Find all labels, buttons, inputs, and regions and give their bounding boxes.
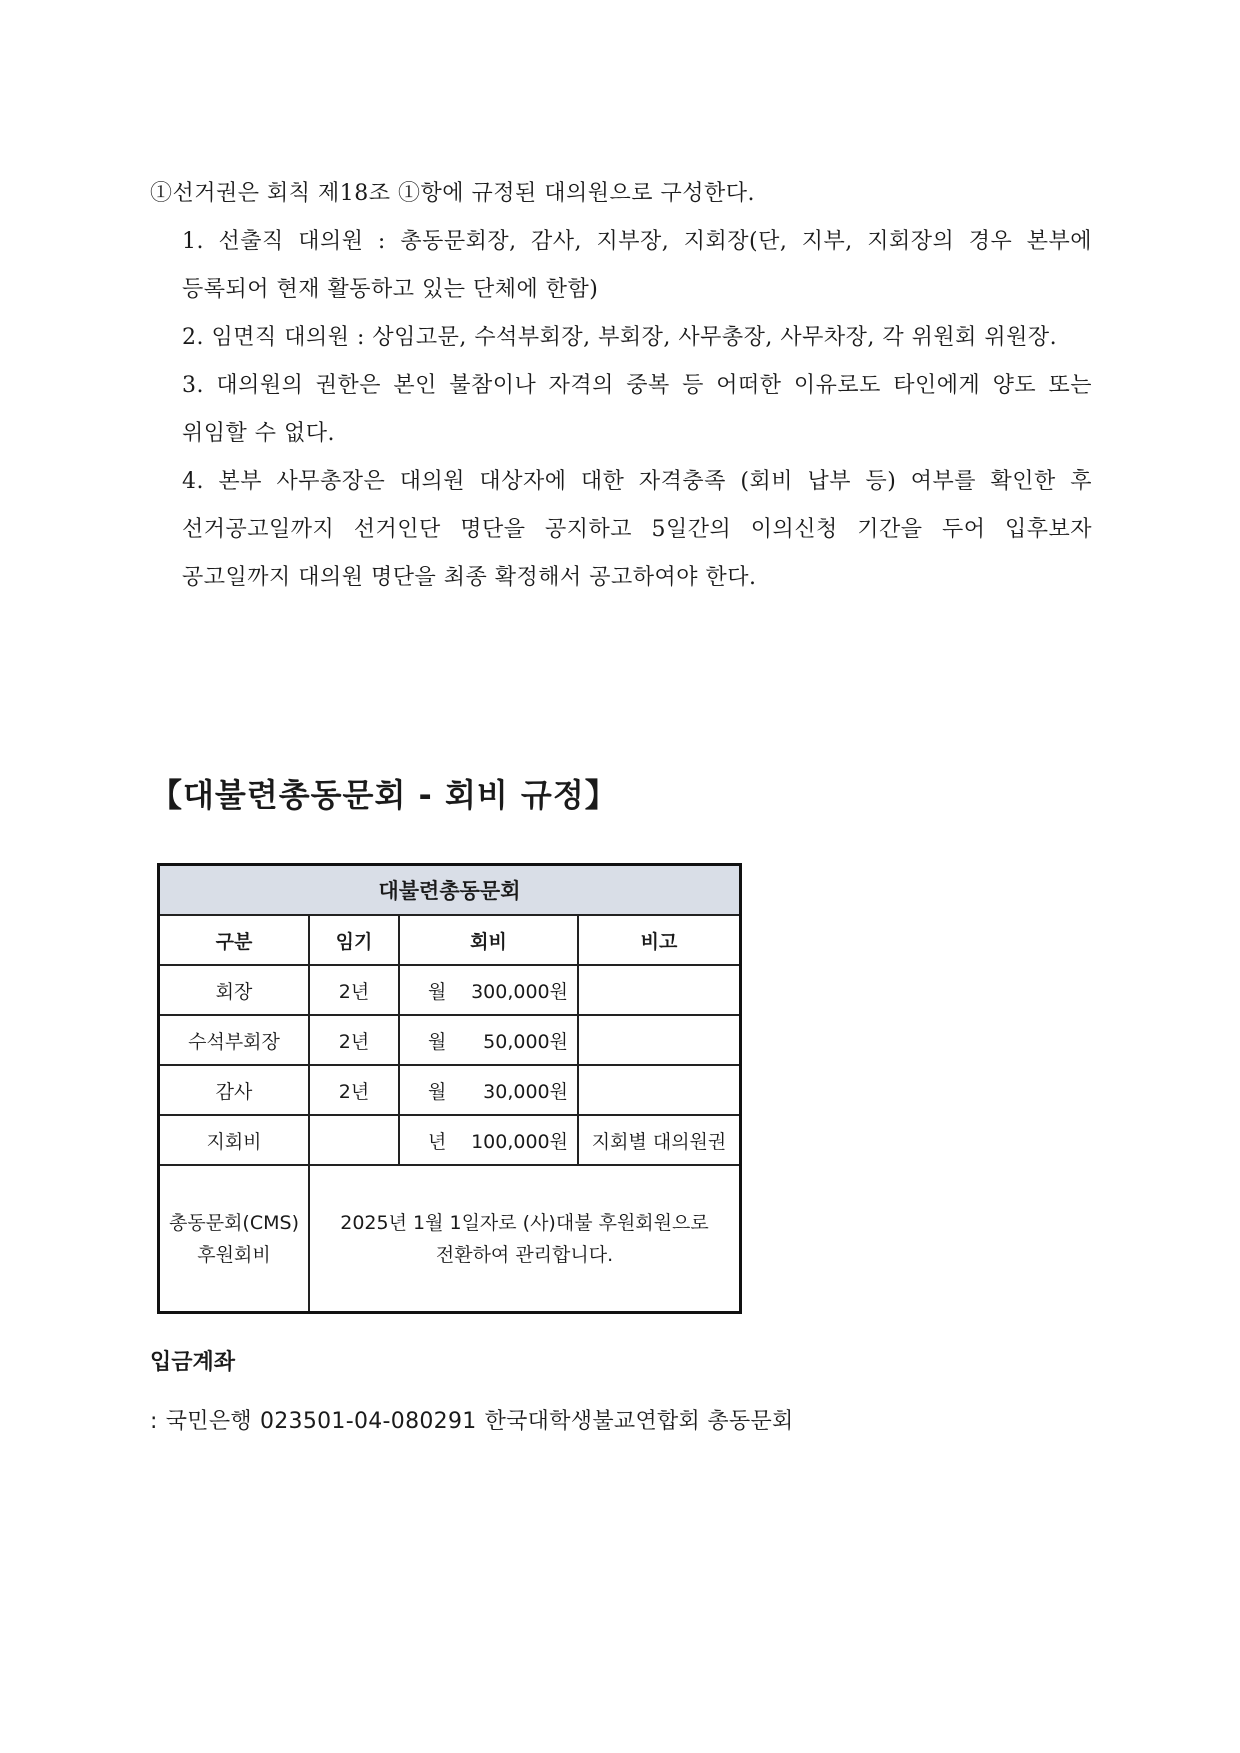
account-holder: 한국대학생불교연합회 총동문회	[484, 1409, 794, 1434]
cell-fee	[399, 1065, 578, 1115]
account-number: 023501-04-080291	[259, 1409, 477, 1434]
fee-unit: 월	[428, 980, 447, 1003]
cell-category-cms	[159, 1165, 310, 1313]
account-label: 입금계좌	[150, 1350, 236, 1375]
fee-amount: 100,000원	[471, 1130, 568, 1153]
table-row	[159, 1065, 741, 1115]
account-bank: 국민은행	[165, 1409, 252, 1434]
fee-unit: 년	[428, 1130, 447, 1153]
header-fee: 회비	[399, 915, 578, 965]
fee-amount: 30,000원	[483, 1080, 568, 1103]
section-title: 【대불련총동문회 - 회비 규정】	[150, 776, 618, 814]
cell-category: 지회비	[159, 1115, 310, 1165]
cell-note	[578, 1065, 741, 1115]
cell-term	[309, 1115, 399, 1165]
cell-note	[578, 965, 741, 1015]
fee-amount: 50,000원	[483, 1030, 568, 1053]
article-item-3: 3. 대의원의 권한은 본인 불참이나 자격의 중복 등 어떠한 이유로도 타인에게 양도 또는 위임할 수 없다.	[182, 373, 1092, 446]
article-lead: ①선거권은 회칙 제18조 ①항에 규정된 대의원으로 구성한다.	[150, 181, 755, 206]
header-note: 비고	[578, 915, 741, 965]
table-caption: 대불련총동문회	[159, 865, 741, 916]
fee-unit: 월	[428, 1030, 447, 1053]
cell-note-cms	[309, 1165, 741, 1313]
cell-note: 지회별 대의원권	[578, 1115, 741, 1165]
account-prefix: :	[150, 1409, 158, 1434]
header-category: 구분	[159, 915, 310, 965]
cell-term: 2년	[309, 1065, 399, 1115]
cell-category: 감사	[159, 1065, 310, 1115]
cms-note-line2: 전환하여 관리합니다.	[435, 1243, 614, 1266]
cell-note	[578, 1015, 741, 1065]
cms-category-line2: 후원회비	[197, 1243, 271, 1266]
election-articles	[150, 170, 1092, 602]
table-caption-row	[159, 865, 741, 916]
table-row	[159, 1015, 741, 1065]
cell-category: 회장	[159, 965, 310, 1015]
fee-unit: 월	[428, 1080, 447, 1103]
cell-term: 2년	[309, 1015, 399, 1065]
table-header-row	[159, 915, 741, 965]
header-term: 임기	[309, 915, 399, 965]
article-item-1: 1. 선출직 대의원 : 총동문회장, 감사, 지부장, 지회장(단, 지부, 지회장의 경우 본부에 등록되어 현재 활동하고 있는 단체에 한함)	[182, 229, 1092, 302]
cms-note-line1: 2025년 1월 1일자로 (사)대불 후원회원으로	[340, 1211, 709, 1234]
table-row	[159, 1115, 741, 1165]
cell-fee	[399, 1115, 578, 1165]
table-row-cms	[159, 1165, 741, 1313]
fee-table	[157, 863, 742, 1314]
cell-fee	[399, 965, 578, 1015]
cell-fee	[399, 1015, 578, 1065]
cms-category-line1: 총동문회(CMS)	[169, 1211, 299, 1234]
cell-category: 수석부회장	[159, 1015, 310, 1065]
cell-term: 2년	[309, 965, 399, 1015]
account-line	[150, 1404, 794, 1435]
article-item-2: 2. 임면직 대의원 : 상임고문, 수석부회장, 부회장, 사무총장, 사무차장, 각 위원회 위원장.	[182, 325, 1058, 350]
table-row	[159, 965, 741, 1015]
fee-amount: 300,000원	[471, 980, 568, 1003]
article-item-4: 4. 본부 사무총장은 대의원 대상자에 대한 자격충족 (회비 납부 등) 여부를 확인한 후 선거공고일까지 선거인단 명단을 공지하고 5일간의 이의신청 기간을 두어 입후보자 공고일까지 대의원 명단을 최종 확정해서 공고하여야 한다.	[182, 469, 1092, 590]
